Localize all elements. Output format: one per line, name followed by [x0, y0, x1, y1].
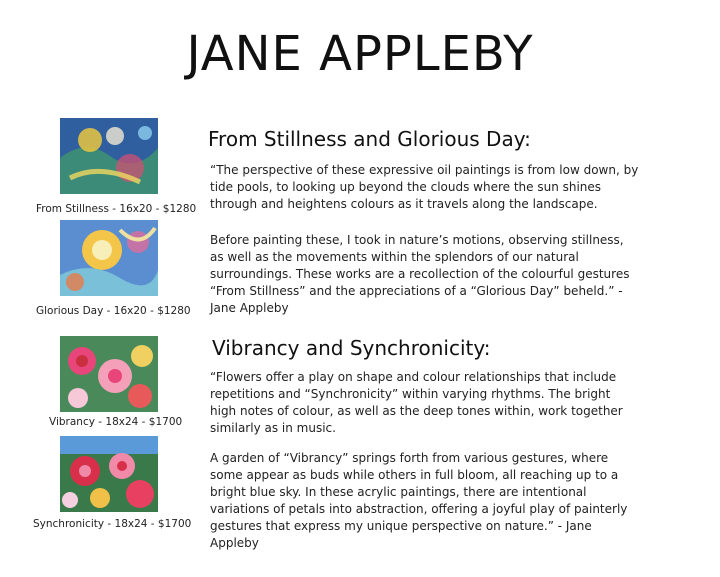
- artwork-vibrancy-image: [60, 336, 158, 412]
- flower-painting-icon: [60, 336, 158, 412]
- artwork-caption: Synchronicity - 18x24 - $1700: [33, 518, 192, 530]
- artwork-from-stillness-image: [60, 118, 158, 194]
- artwork-caption: From Stillness - 16x20 - $1280: [36, 203, 197, 215]
- section-paragraph: “Flowers offer a play on shape and colour relationships that include repetitions and “Synchronicity” within varying rhythms. The bright high notes of colour, as well as the deep tones within, work together similarly as in music.: [210, 370, 623, 435]
- section-paragraph: A garden of “Vibrancy” springs forth from various gestures, where some appear as buds while others in full bloom, all reaching up to a bright blue sky. In these acrylic paintings, there are intentional variations of petals into abstraction, offering a joyful play of painterly gestures that express my unique perspective on nature.” - Jane Appleby: [210, 451, 628, 550]
- artwork-glorious-day-image: [60, 220, 158, 296]
- section-paragraph: “The perspective of these expressive oil paintings is from low down, by tide pools, to looking up beyond the clouds where the sun shines through and heightens colours as it travels along the landscape.: [210, 163, 639, 211]
- artwork-caption: Vibrancy - 18x24 - $1700: [49, 416, 183, 428]
- artwork-caption: Glorious Day - 16x20 - $1280: [36, 305, 191, 317]
- artist-name-title: JANE APPLEBY: [186, 26, 534, 82]
- abstract-painting-icon: [60, 220, 158, 296]
- artwork-synchronicity-image: [60, 436, 158, 512]
- section-paragraph: Before painting these, I took in nature’s motions, observing stillness, as well as the movements within the splendors of our natural surroundings. These works are a recollection of the colourful gestures “From Stillness” and the appreciations of a “Glorious Day” beheld.” - Jane Appleby: [210, 233, 630, 315]
- abstract-painting-icon: [60, 118, 158, 194]
- section-heading-stillness: From Stillness and Glorious Day:: [208, 127, 531, 151]
- section-heading-vibrancy: Vibrancy and Synchronicity:: [212, 336, 491, 360]
- flower-painting-icon: [60, 436, 158, 512]
